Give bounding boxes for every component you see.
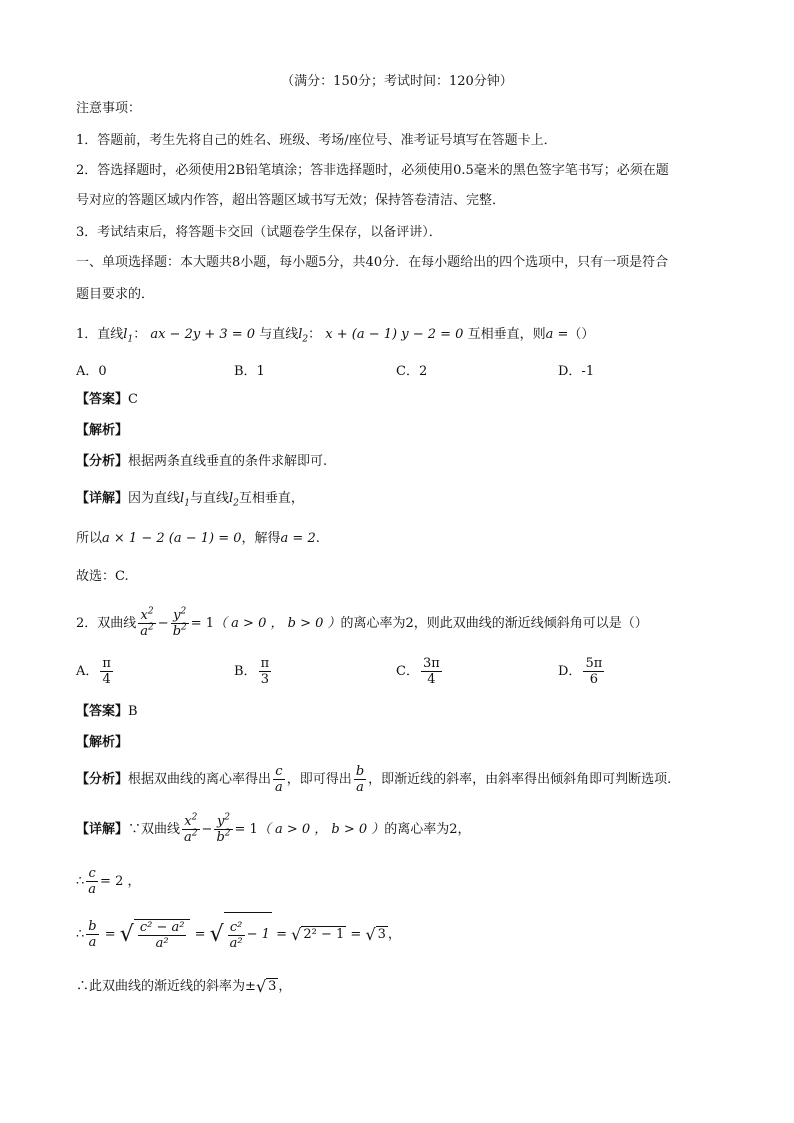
q1-l1: $l_1$ (123, 327, 134, 345)
q1-option-a: A．0 (76, 364, 107, 379)
q1-mid: 与直线 (259, 327, 299, 342)
section-heading-line2: 题目要求的． (76, 287, 155, 302)
q2-answer: 【答案】B (76, 704, 138, 719)
note-2-line2: 号对应的答题区域内作答，超出答题区域书写无效；保持答卷清洁、完整． (76, 193, 506, 208)
q2-option-b: B． $\frac{\pi}{3}$ (234, 656, 270, 687)
note-3: 3．考试结束后，将答题卡交回（试题卷学生保存，以备评讲）． (76, 225, 442, 240)
section-heading-line1: 一、单项选择题：本大题共8小题，每小题5分，共40分．在每小题给出的四个选项中，只有一项是符合 (76, 255, 669, 270)
q2-option-d: D． $\frac{5\pi}{6}$ (558, 656, 603, 687)
q1-option-d: D．-1 (558, 364, 595, 379)
q1-option-c: C．2 (396, 364, 428, 379)
q1-equation-1: ax − 2y + 3 = 0 (150, 327, 256, 342)
exam-info: （满分：150分；考试时间：120分钟） (281, 74, 513, 89)
q1-suffix: 互相垂直，则 (467, 327, 546, 342)
q1-equation-2: x + (a − 1) y − 2 = 0 (325, 327, 464, 342)
q1-paren: （） (568, 327, 595, 342)
q2-stem: 2．双曲线 $\frac{x^2}{a^2}$ − $\frac{y^2}{b^2}$ = 1（ a > 0 ， b > 0 ）的离心率为2，则此双曲线的渐近线倾斜角可以是（） (76, 606, 648, 639)
q1-colon: ： (133, 327, 147, 342)
q2-xiangjie: 【详解】∵双曲线 $\frac{x^2}{a^2}$ − $\frac{y^2}{b^2}$ = 1（ a > 0 ， b > 0 ）的离心率为2， (76, 812, 471, 845)
q1-solution: 所以a × 1 − 2 (a − 1) = 0，解得a = 2. (76, 531, 320, 546)
q1-fenxi: 【分析】根据两条直线垂直的条件求解即可. (76, 454, 328, 469)
q1-prefix: 1．直线 (76, 327, 124, 342)
q2-analysis-tag: 【解析】 (76, 735, 129, 750)
note-2-line1: 2．答选择题时，必须使用2B铅笔填涂；答非选择题时，必须使用0.5毫米的黑色签字笔书写；必须在题 (76, 163, 669, 178)
q2-step-ca: ∴ $\frac{c}{a}$ = 2 ， (76, 866, 141, 897)
q1-xiangjie: 【详解】因为直线$l_1$与直线$l_2$互相垂直， (76, 491, 304, 509)
q1-colon-2: ： (308, 327, 322, 342)
notes-title: 注意事项： (76, 101, 142, 116)
q1-analysis-tag: 【解析】 (76, 423, 129, 438)
q1-ask: a = (545, 327, 569, 342)
q2-option-c: C． $\frac{3\pi}{4}$ (396, 656, 440, 687)
q2-option-a: A． $\frac{\pi}{4}$ (76, 656, 111, 687)
q1-stem (76, 326, 594, 344)
q1-choose: 故选：C. (76, 569, 129, 584)
q2-slope: ∴此双曲线的渐近线的斜率为± √ 3 ， (76, 976, 292, 996)
q1-l2: $l_2$ (298, 327, 309, 345)
q2-step-ba: ∴ $\frac{b}{a}$ = √ $\frac{\text{c² − a²}}{\text{a²}}$ = √ $\frac{\text{c²}}{\text{a²}}$ − 1 = √ 2² − 1 = √ 3 ， (76, 912, 401, 957)
q1-answer: 【答案】C (76, 392, 138, 407)
q2-fenxi: 【分析】根据双曲线的离心率得出 $\frac{c}{a}$ ，即可得出 $\frac{b}{a}$ ，即渐近线的斜率，由斜率得出倾斜角即可判断选项. (76, 764, 672, 795)
note-1: 1．答题前，考生先将自己的姓名、班级、考场/座位号、准考证号填写在答题卡上． (76, 133, 557, 148)
q1-option-b: B．1 (234, 364, 265, 379)
